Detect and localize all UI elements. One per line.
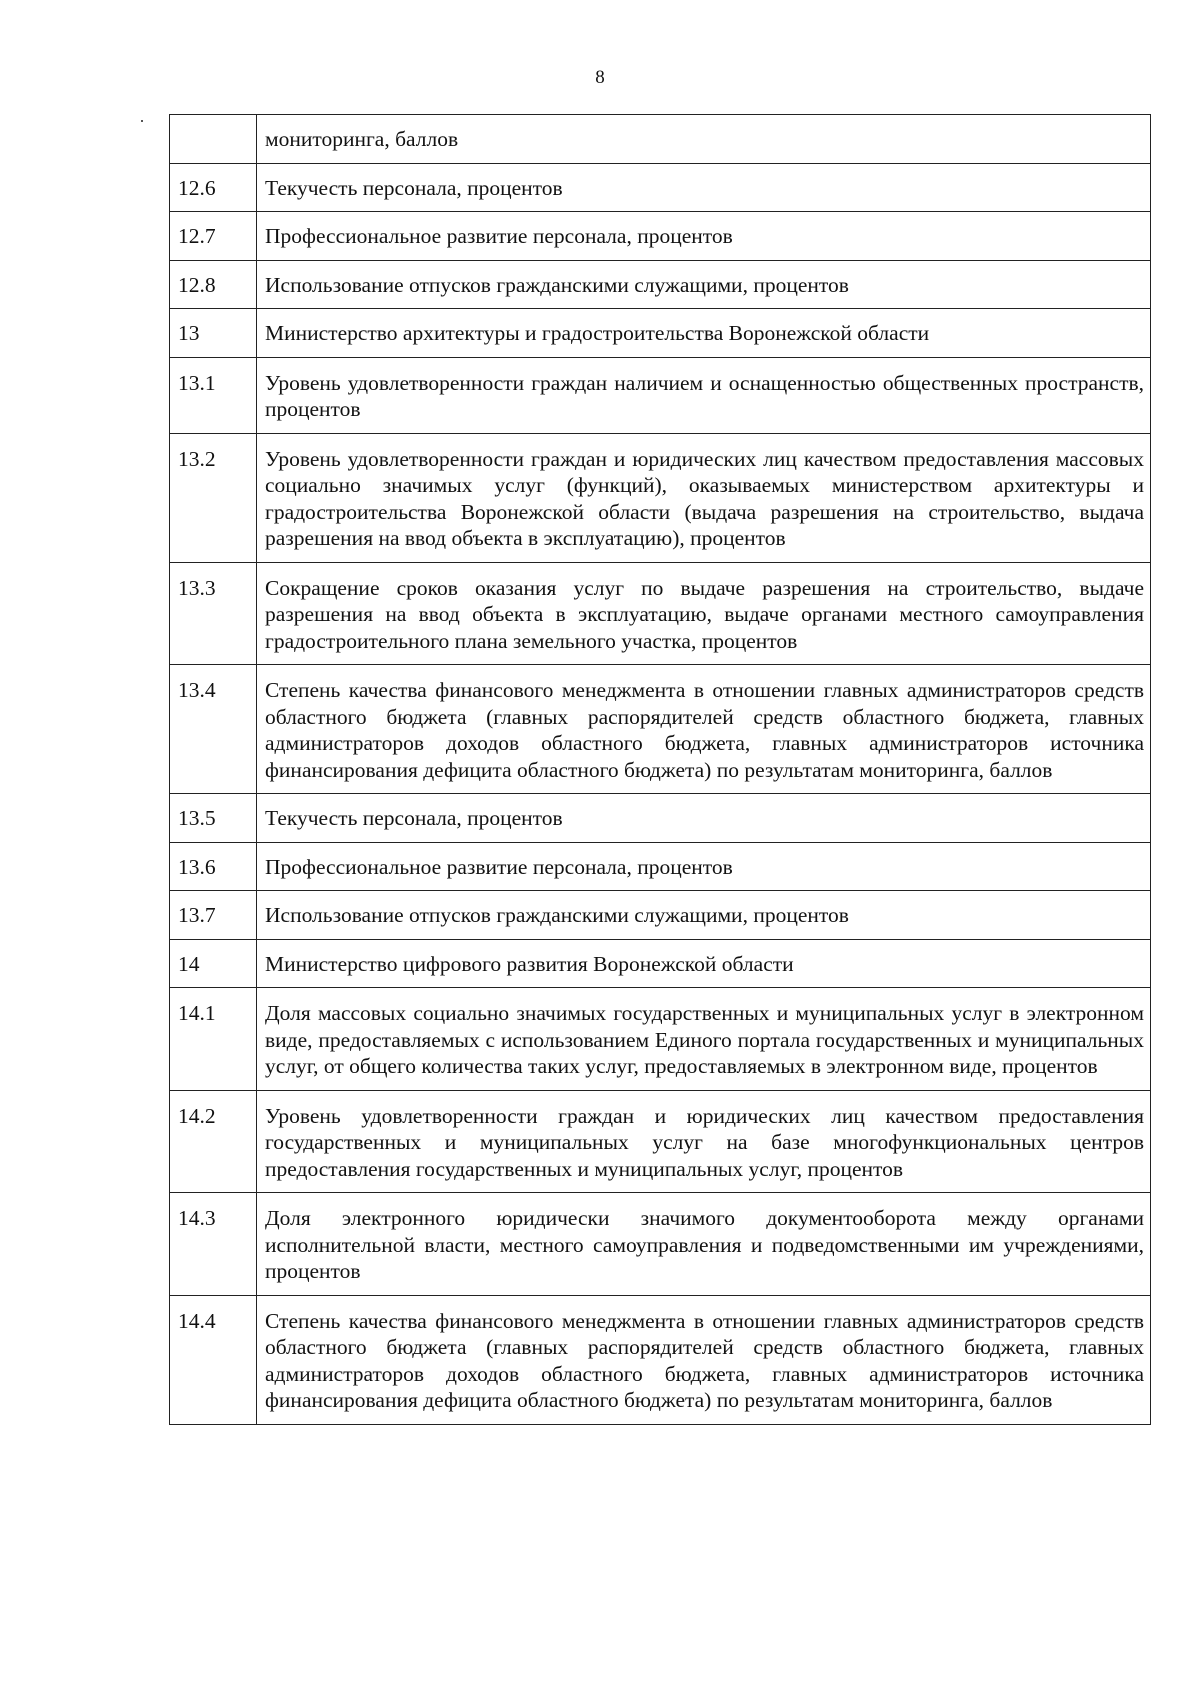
row-text: Уровень удовлетворенности граждан и юридических лиц качеством предоставления массовых социально значимых услуг (функций), оказываемых министерством архитектуры и градостроительства Воронежской области (выдача разрешения на строительство, выдача разрешения на ввод объекта в эксплуатацию), процентов	[257, 433, 1151, 562]
table-row	[170, 212, 1151, 261]
row-text: Сокращение сроков оказания услуг по выдаче разрешения на строительство, выдаче разрешения на ввод объекта в эксплуатацию, выдаче органами местного самоуправления градостроительного плана земельного участка, процентов	[257, 562, 1151, 665]
row-text: Текучесть персонала, процентов	[257, 794, 1151, 843]
row-text: Степень качества финансового менеджмента в отношении главных администраторов средств областного бюджета (главных распорядителей средств областного бюджета, главных администраторов доходов областного бюджета, главных администраторов источника финансирования дефицита областного бюджета) по результатам мониторинга, баллов	[257, 665, 1151, 794]
table-row	[170, 1193, 1151, 1296]
row-number: 13.2	[170, 433, 257, 562]
row-number: 13.1	[170, 357, 257, 433]
table-row	[170, 794, 1151, 843]
row-number: 14.4	[170, 1295, 257, 1424]
row-number: 12.6	[170, 163, 257, 212]
row-number: 13.5	[170, 794, 257, 843]
table-row	[170, 1295, 1151, 1424]
row-text: Использование отпусков гражданскими служащими, процентов	[257, 891, 1151, 940]
row-number: 13	[170, 309, 257, 358]
row-text: мониторинга, баллов	[257, 115, 1151, 164]
row-number: 14.3	[170, 1193, 257, 1296]
page-number: 8	[595, 67, 605, 88]
row-number: 13.4	[170, 665, 257, 794]
table-row	[170, 433, 1151, 562]
table-row	[170, 891, 1151, 940]
row-text: Степень качества финансового менеджмента в отношении главных администраторов средств областного бюджета (главных распорядителей средств областного бюджета, главных администраторов доходов областного бюджета, главных администраторов источника финансирования дефицита областного бюджета) по результатам мониторинга, баллов	[257, 1295, 1151, 1424]
row-text: Текучесть персонала, процентов	[257, 163, 1151, 212]
table-row	[170, 163, 1151, 212]
row-number: 14	[170, 939, 257, 988]
row-number: 12.8	[170, 260, 257, 309]
row-text: Профессиональное развитие персонала, процентов	[257, 842, 1151, 891]
row-number: 13.6	[170, 842, 257, 891]
row-text: Министерство цифрового развития Воронежской области	[257, 939, 1151, 988]
row-number: 12.7	[170, 212, 257, 261]
row-text: Профессиональное развитие персонала, процентов	[257, 212, 1151, 261]
table-row	[170, 665, 1151, 794]
row-text: Доля массовых социально значимых государственных и муниципальных услуг в электронном виде, предоставляемых с использованием Единого портала государственных и муниципальных услуг, от общего количества таких услуг, предоставляемых в электронном виде, процентов	[257, 988, 1151, 1091]
indicators-table	[169, 114, 1151, 1425]
table-row	[170, 357, 1151, 433]
row-number: 13.7	[170, 891, 257, 940]
table-row	[170, 939, 1151, 988]
row-number: 13.3	[170, 562, 257, 665]
row-number: 14.1	[170, 988, 257, 1091]
table-row	[170, 1090, 1151, 1193]
row-text: Уровень удовлетворенности граждан наличием и оснащенностью общественных пространств, процентов	[257, 357, 1151, 433]
row-text: Министерство архитектуры и градостроительства Воронежской области	[257, 309, 1151, 358]
margin-mark	[141, 120, 143, 122]
row-text: Использование отпусков гражданскими служащими, процентов	[257, 260, 1151, 309]
row-text: Доля электронного юридически значимого документооборота между органами исполнительной власти, местного самоуправления и подведомственными им учреждениями, процентов	[257, 1193, 1151, 1296]
table-row	[170, 562, 1151, 665]
row-number: 14.2	[170, 1090, 257, 1193]
row-number	[170, 115, 257, 164]
table-row	[170, 115, 1151, 164]
table-row	[170, 842, 1151, 891]
row-text: Уровень удовлетворенности граждан и юридических лиц качеством предоставления государственных и муниципальных услуг на базе многофункциональных центров предоставления государственных и муниципальных услуг, процентов	[257, 1090, 1151, 1193]
table-row	[170, 260, 1151, 309]
table-row	[170, 988, 1151, 1091]
table-row	[170, 309, 1151, 358]
